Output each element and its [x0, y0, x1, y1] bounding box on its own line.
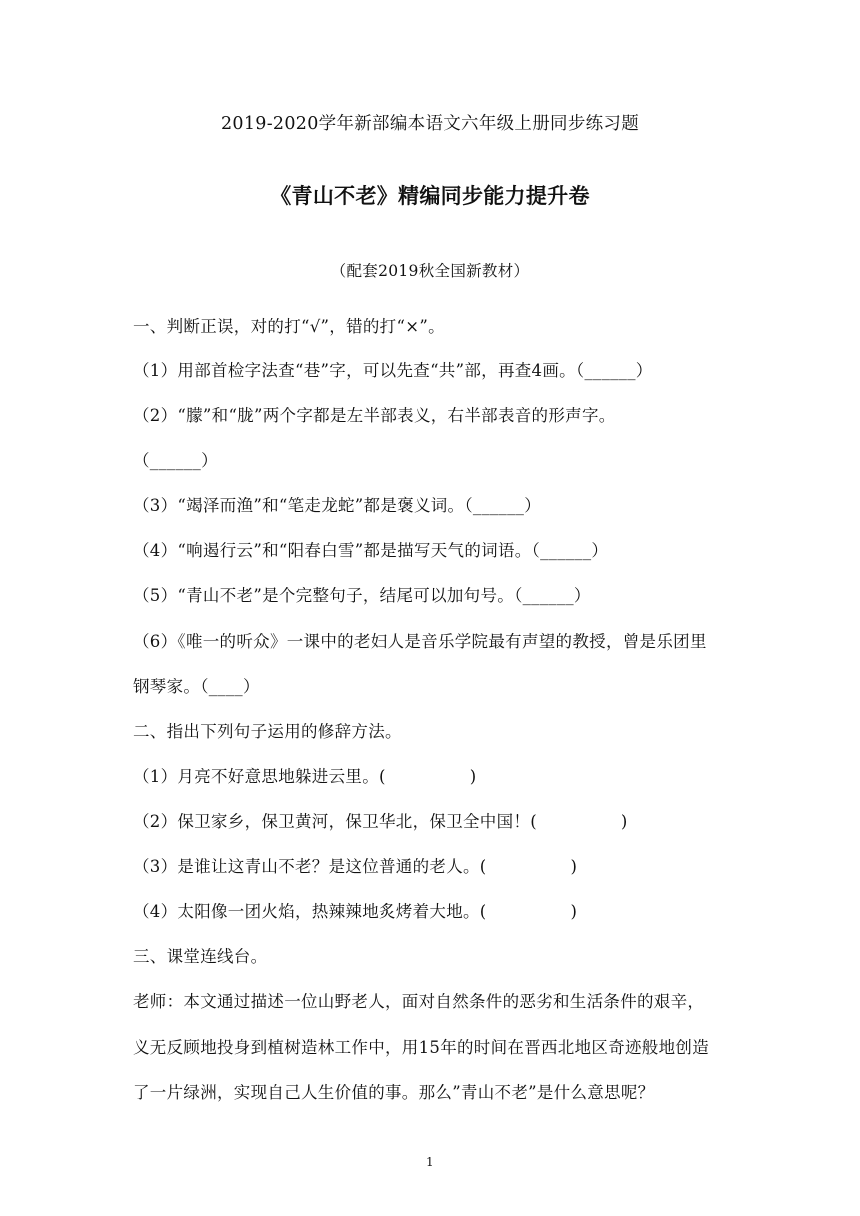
question-item: （1）用部首检字法查“巷”字，可以先查“共”部，再查4画。（______） [133, 361, 653, 380]
question-item: （1）月亮不好意思地躲进云里。( ) [133, 767, 477, 786]
question-item: （3）是谁让这青山不老？是这位普通的老人。( ) [133, 857, 578, 876]
paragraph-line: 老师：本文通过描述一位山野老人，面对自然条件的恶劣和生活条件的艰辛， [133, 992, 705, 1011]
paragraph-line: 了一片绿洲，实现自己人生价值的事。那么”青山不老”是什么意思呢？ [133, 1083, 655, 1102]
question-item-continued: 钢琴家。（____） [133, 677, 260, 696]
paragraph-line: 义无反顾地投身到植树造林工作中，用15年的时间在晋西北地区奇迹般地创造 [133, 1038, 709, 1057]
section-heading: 一、判断正误，对的打“√”，错的打“×”。 [133, 317, 445, 336]
section-heading: 三、课堂连线台。 [133, 947, 268, 966]
question-item: （2）保卫家乡，保卫黄河，保卫华北，保卫全中国！( ) [133, 812, 628, 831]
question-item: （5）“青山不老”是个完整句子，结尾可以加句号。（______） [133, 586, 591, 605]
page-number: 1 [426, 1155, 434, 1169]
section-heading: 二、指出下列句子运用的修辞方法。 [133, 722, 402, 741]
page-title: 2019-2020学年新部编本语文六年级上册同步练习题 [220, 114, 640, 134]
question-item: （3）“竭泽而渔”和“笔走龙蛇”都是褒义词。（______） [133, 496, 541, 515]
answer-blank: （______） [133, 451, 218, 470]
lesson-title: 《青山不老》精编同步能力提升卷 [270, 184, 590, 208]
question-item: （4）太阳像一团火焰，热辣辣地炙烤着大地。( ) [133, 902, 578, 921]
question-item: （2）“朦”和“胧”两个字都是左半部表义，右半部表音的形声字。 [133, 406, 616, 425]
edition-note: （配套2019秋全国新教材） [330, 262, 530, 280]
question-item: （4）“响遏行云”和“阳春白雪”都是描写天气的词语。（______） [133, 541, 609, 560]
question-item: （6）《唯一的听众》一课中的老妇人是音乐学院最有声望的教授，曾是乐团里 [133, 632, 707, 651]
